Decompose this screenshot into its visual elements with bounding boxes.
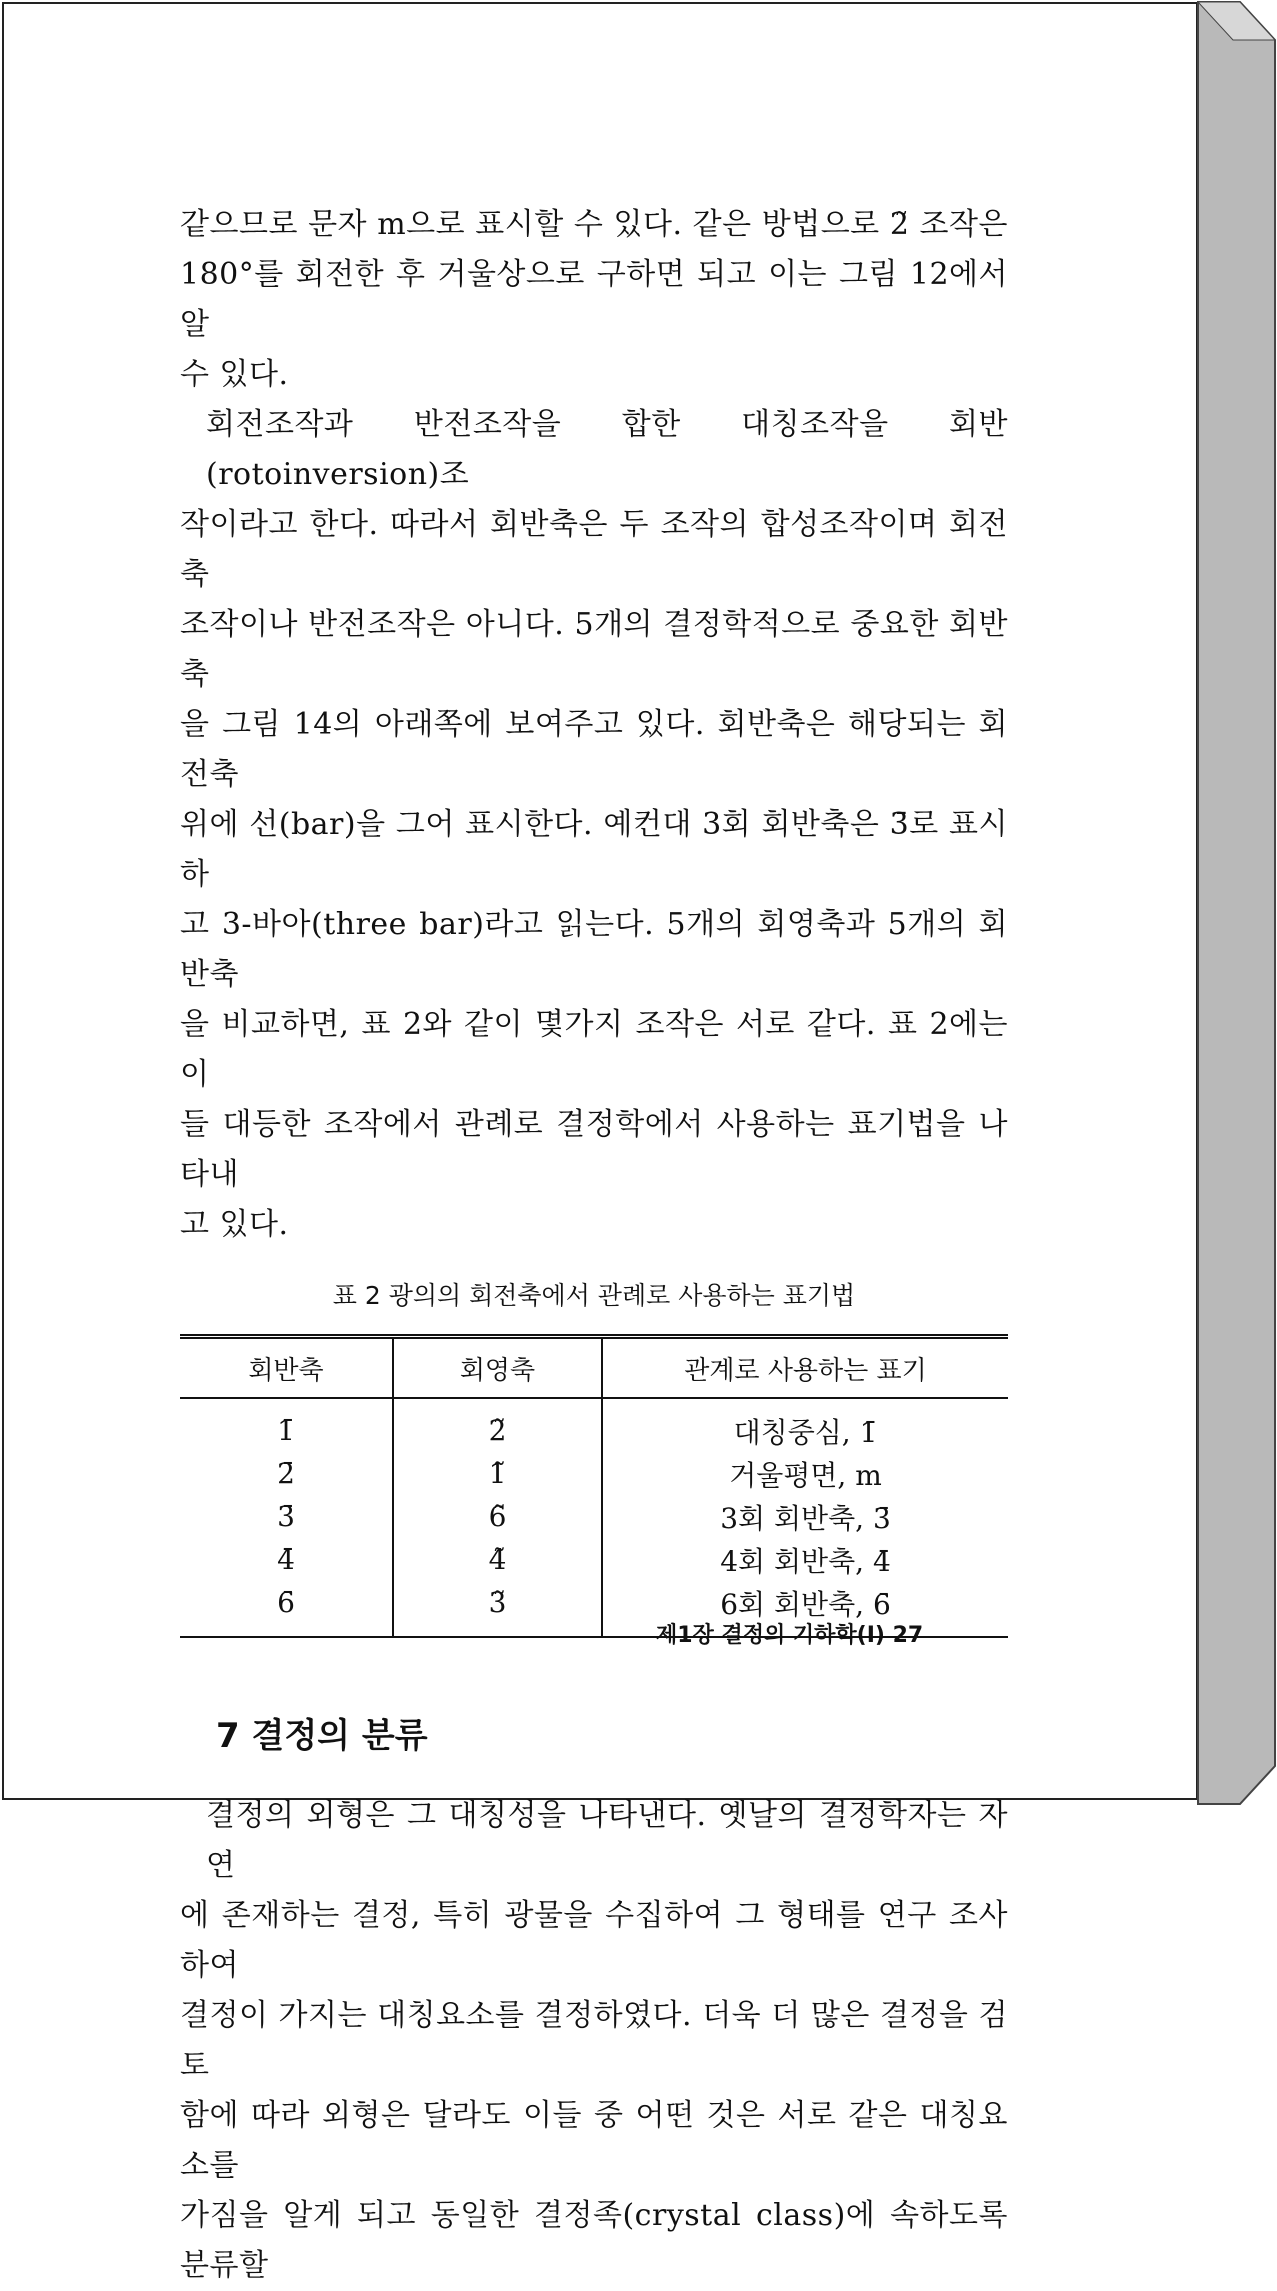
column-header-rotoreflection: 회영축 (393, 1337, 602, 1399)
paragraph-line: 고 3-바아(three bar)라고 읽는다. 5개의 회영축과 5개의 회반축 (180, 907, 1008, 992)
table-row (180, 1398, 1008, 1452)
table-cell: 4̄ (277, 1543, 295, 1576)
table-cell: 3̃ (393, 1581, 602, 1637)
paragraph-1 (180, 200, 1008, 400)
paragraph-line: 180°를 회전한 후 거울상으로 구하면 되고 이는 그림 12에서 알 (180, 257, 1008, 342)
page-footer: 제1장 결정의 기하학(I) 27 (656, 1623, 924, 1648)
paragraph-line: 결정의 외형은 그 대칭성을 나타낸다. 옛날의 결정학자는 자연 (206, 1798, 1008, 1883)
paragraph-line: 을 비교하면, 표 2와 같이 몇가지 조작은 서로 같다. 표 2에는 이 (180, 1007, 1008, 1092)
table-header-row (180, 1337, 1008, 1399)
paragraph-line: 함에 따라 외형은 달라도 이들 중 어떤 것은 서로 같은 대칭요소를 (180, 2098, 1008, 2183)
notation-table (180, 1334, 1008, 1638)
paragraph-2 (180, 400, 1008, 1250)
section-heading: 7 결정의 분류 (216, 1716, 428, 1756)
table-row (180, 1495, 1008, 1538)
paragraph-line: 수 있다. (180, 357, 289, 392)
table-cell: 대칭중심, 1̄ (602, 1398, 1008, 1452)
column-header-notation: 관계로 사용하는 표기 (602, 1337, 1008, 1399)
page-content (180, 200, 1008, 2291)
paragraph-line: 위에 선(bar)을 그어 표시한다. 예컨대 3회 회반축은 3̄로 표시하 (180, 807, 1008, 892)
paragraph-line: 같으므로 문자 m으로 표시할 수 있다. 같은 방법으로 2̃ 조작은 (180, 207, 1008, 242)
paragraph-line: 들 대등한 조작에서 관례로 결정학에서 사용하는 표기법을 나타내 (180, 1107, 1008, 1192)
paragraph-line: 작이라고 한다. 따라서 회반축은 두 조작의 합성조작이며 회전축 (180, 507, 1008, 592)
table-cell: 6̃ (393, 1495, 602, 1538)
paragraph-line: 가짐을 알게 되고 동일한 결정족(crystal class)에 속하도록 분류할 (180, 2198, 1008, 2283)
table-row (180, 1452, 1008, 1495)
table-cell: 6회 회반축, 6̄ (602, 1581, 1008, 1637)
paragraph-line: 에 존재하는 결정, 특히 광물을 수집하여 그 형태를 연구 조사하여 (180, 1898, 1008, 1983)
table-cell: 거울평면, m (602, 1452, 1008, 1495)
table-row (180, 1538, 1008, 1581)
table-cell: 3̄ (277, 1500, 295, 1533)
table-cell: 2̄ (277, 1457, 295, 1490)
paragraph-line: 을 그림 14의 아래쪽에 보여주고 있다. 회반축은 해당되는 회전축 (180, 707, 1008, 792)
table-cell: 3회 회반축, 3̄ (602, 1495, 1008, 1538)
table-caption: 표 2 광의의 회전축에서 관례로 사용하는 표기법 (332, 1281, 856, 1310)
table-cell: 6̄ (277, 1586, 295, 1619)
paragraph-line: 회전조작과 반전조작을 합한 대칭조작을 회반(rotoinversion)조 (206, 407, 1008, 492)
paragraph-line: 고 있다. (180, 1207, 289, 1242)
section-paragraph (180, 1791, 1008, 2291)
table-cell: 2̃ (393, 1398, 602, 1452)
table-cell: 4회 회반축, 4̄ (602, 1538, 1008, 1581)
table-cell: 4̃ (393, 1538, 602, 1581)
table-cell: 1̃ (393, 1452, 602, 1495)
table-cell: 1̄ (277, 1414, 295, 1447)
paragraph-line: 결정이 가지는 대칭요소를 결정하였다. 더욱 더 많은 결정을 검토 (180, 1998, 1008, 2083)
paragraph-line: 조작이나 반전조작은 아니다. 5개의 결정학적으로 중요한 회반축 (180, 607, 1008, 692)
column-header-rotoinversion: 회반축 (180, 1337, 393, 1399)
